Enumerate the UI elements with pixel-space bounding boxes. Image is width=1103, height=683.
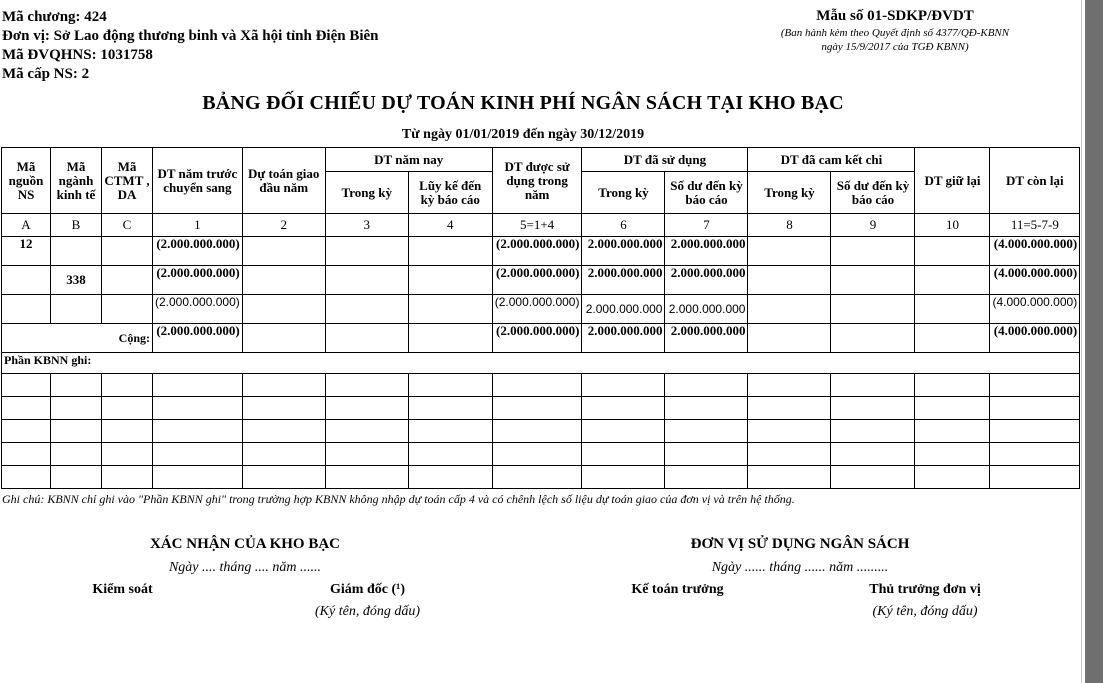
cell-dt-truoc: (2.000.000.000) bbox=[153, 295, 243, 324]
cell-ck-so-du bbox=[831, 266, 915, 295]
cell-duoc-sd: (2.000.000.000) bbox=[492, 237, 582, 266]
kbnn-blank-row bbox=[2, 420, 1080, 443]
cell-trong-ky bbox=[325, 237, 408, 266]
cell-giu-lai bbox=[915, 237, 990, 266]
cell-ck-trong-ky bbox=[748, 295, 831, 324]
cell-ck-trong-ky bbox=[748, 266, 831, 295]
code-cell: 6 bbox=[582, 214, 665, 237]
form-note bbox=[740, 26, 1050, 54]
report-period: Từ ngày 01/01/2019 đến ngày 30/12/2019 bbox=[401, 127, 645, 142]
cell-ma-nganh bbox=[51, 295, 102, 324]
kbnn-section-label: Phần KBNN ghi: bbox=[2, 353, 1080, 374]
cell-ck-trong-ky bbox=[748, 237, 831, 266]
footnote: Ghi chú: KBNN chỉ ghi vào "Phần KBNN ghi" trong trường hợp KBNN không nhập dự toán cấp 4 và có chênh lệch số liệu dự toán giao của đơn vị và trên hệ thống. bbox=[2, 492, 795, 506]
cell-trong-ky bbox=[325, 295, 408, 324]
vertical-scrollbar[interactable] bbox=[1085, 0, 1103, 683]
code-cell: 3 bbox=[325, 214, 408, 237]
page-edge bbox=[1081, 0, 1082, 683]
cell-ma-nguon: 12 bbox=[2, 237, 51, 266]
form-number: Mẫu số 01-SDKP/ĐVDT bbox=[816, 8, 974, 24]
cell-ma-nguon bbox=[2, 295, 51, 324]
cell-dt-truoc: (2.000.000.000) bbox=[153, 266, 243, 295]
header-dt-cam-ket: DT đã cam kết chi bbox=[748, 148, 915, 172]
code-cell: 11=5-7-9 bbox=[990, 214, 1080, 237]
table-row bbox=[2, 237, 1080, 266]
kbnn-blank-row bbox=[2, 374, 1080, 397]
code-cell: 10 bbox=[915, 214, 990, 237]
treasury-sign-note: (Ký tên, đóng dấu) bbox=[315, 604, 420, 619]
total-sd-trong-ky: 2.000.000.000 bbox=[582, 324, 665, 353]
cell-giu-lai bbox=[915, 266, 990, 295]
column-code-row bbox=[2, 214, 1080, 237]
unit-sign-note: (Ký tên, đóng dấu) bbox=[872, 604, 978, 619]
cell-con-lai: (4.000.000.000) bbox=[990, 237, 1080, 266]
total-label: Cộng: bbox=[2, 324, 153, 353]
empty-cell bbox=[831, 324, 915, 353]
kbnn-row bbox=[2, 353, 1080, 374]
cell-ma-nguon bbox=[2, 266, 51, 295]
empty-cell bbox=[748, 324, 831, 353]
header-ma-ctmt: Mã CTMT , DA bbox=[102, 148, 153, 214]
code-cell: B bbox=[51, 214, 102, 237]
header-dt-nam-nay: DT năm nay bbox=[325, 148, 492, 172]
cell-du-toan bbox=[242, 295, 325, 324]
cell-du-toan bbox=[242, 237, 325, 266]
empty-cell bbox=[915, 324, 990, 353]
budget-unit-title: ĐƠN VỊ SỬ DỤNG NGÂN SÁCH bbox=[690, 536, 910, 552]
total-row bbox=[2, 324, 1080, 353]
total-con-lai: (4.000.000.000) bbox=[990, 324, 1080, 353]
cell-con-lai: (4.000.000.000) bbox=[990, 295, 1080, 324]
code-cell: 7 bbox=[665, 214, 748, 237]
cell-luy-ke bbox=[408, 237, 492, 266]
cell-giu-lai bbox=[915, 295, 990, 324]
role-giam-doc: Giám đốc (¹) bbox=[330, 582, 405, 597]
cell-dt-truoc: (2.000.000.000) bbox=[153, 237, 243, 266]
header-dt-duoc-su-dung: DT được sử dụng trong năm bbox=[492, 148, 582, 214]
role-ke-toan-truong: Kế toán trưởng bbox=[631, 582, 724, 597]
cell-ma-nganh: 338 bbox=[51, 266, 102, 295]
form-note-line-2: ngày 15/9/2017 của TGĐ KBNN) bbox=[821, 41, 969, 53]
cell-ma-ctmt bbox=[102, 295, 153, 324]
table-row bbox=[2, 266, 1080, 295]
code-cell: 8 bbox=[748, 214, 831, 237]
table-row bbox=[2, 295, 1080, 324]
kbnn-blank-row bbox=[2, 397, 1080, 420]
cell-sd-trong-ky: 2.000.000.000 bbox=[582, 266, 665, 295]
cell-sd-trong-ky: 2.000.000.000 bbox=[582, 295, 665, 324]
header-dt-truoc: DT năm trước chuyển sang bbox=[153, 148, 243, 214]
cell-sd-so-du: 2.000.000.000 bbox=[665, 266, 748, 295]
cell-luy-ke bbox=[408, 295, 492, 324]
header-trong-ky-1: Trong kỳ bbox=[325, 172, 408, 214]
kbnn-blank-row bbox=[2, 466, 1080, 489]
unit-name: Đơn vị: Sở Lao động thương binh và Xã hội tỉnh Điện Biên bbox=[2, 28, 379, 44]
header-dt-da-su-dung: DT đã sử dụng bbox=[582, 148, 748, 172]
cell-ck-so-du bbox=[831, 295, 915, 324]
treasury-confirm-title: XÁC NHẬN CỦA KHO BẠC bbox=[149, 536, 340, 552]
cell-du-toan bbox=[242, 266, 325, 295]
cell-sd-trong-ky: 2.000.000.000 bbox=[582, 237, 665, 266]
empty-cell bbox=[325, 324, 408, 353]
header-trong-ky-2: Trong kỳ bbox=[582, 172, 665, 214]
cell-trong-ky bbox=[325, 266, 408, 295]
cell-ma-ctmt bbox=[102, 266, 153, 295]
total-sd-so-du: 2.000.000.000 bbox=[665, 324, 748, 353]
header-luy-ke: Lũy kế đến kỳ báo cáo bbox=[408, 172, 492, 214]
code-cell: A bbox=[2, 214, 51, 237]
header-so-du-2: Số dư đến kỳ báo cáo bbox=[831, 172, 915, 214]
header-so-du-1: Số dư đến kỳ báo cáo bbox=[665, 172, 748, 214]
cell-ma-ctmt bbox=[102, 237, 153, 266]
cell-ck-so-du bbox=[831, 237, 915, 266]
header-ma-nganh: Mã ngành kinh tế bbox=[51, 148, 102, 214]
cell-luy-ke bbox=[408, 266, 492, 295]
cell-duoc-sd: (2.000.000.000) bbox=[492, 266, 582, 295]
code-cell: 2 bbox=[242, 214, 325, 237]
chapter-code: Mã chương: 424 bbox=[2, 9, 107, 25]
empty-cell bbox=[242, 324, 325, 353]
code-cell: 5=1+4 bbox=[492, 214, 582, 237]
report-title: BẢNG ĐỐI CHIẾU DỰ TOÁN KINH PHÍ NGÂN SÁCH TẠI KHO BẠC bbox=[202, 92, 844, 114]
total-duoc-sd: (2.000.000.000) bbox=[492, 324, 582, 353]
cell-sd-so-du: 2.000.000.000 bbox=[665, 237, 748, 266]
role-kiem-soat: Kiểm soát bbox=[92, 582, 153, 597]
header-du-toan-giao: Dự toán giao đầu năm bbox=[242, 148, 325, 214]
unit-info bbox=[2, 8, 379, 84]
code-cell: 1 bbox=[153, 214, 243, 237]
form-note-line-1: (Ban hành kèm theo Quyết định số 4377/QĐ-KBNN bbox=[780, 27, 1010, 39]
reconciliation-table bbox=[1, 147, 1080, 489]
empty-cell bbox=[408, 324, 492, 353]
role-thu-truong: Thủ trưởng đơn vị bbox=[869, 582, 981, 597]
treasury-date-line: Ngày .... tháng .... năm ...... bbox=[168, 560, 322, 575]
header-trong-ky-3: Trong kỳ bbox=[748, 172, 831, 214]
cell-con-lai: (4.000.000.000) bbox=[990, 266, 1080, 295]
header-dt-giu-lai: DT giữ lại bbox=[915, 148, 990, 214]
cell-ma-nganh bbox=[51, 237, 102, 266]
dvqhns-code: Mã ĐVQHNS: 1031758 bbox=[2, 47, 153, 63]
header-ma-nguon: Mã nguồn NS bbox=[2, 148, 51, 214]
cell-sd-so-du: 2.000.000.000 bbox=[665, 295, 748, 324]
unit-date-line: Ngày ...... tháng ...... năm ......... bbox=[711, 560, 889, 575]
code-cell: 4 bbox=[408, 214, 492, 237]
code-cell: C bbox=[102, 214, 153, 237]
header-dt-con-lai: DT còn lại bbox=[990, 148, 1080, 214]
budget-level-code: Mã cấp NS: 2 bbox=[2, 66, 90, 82]
cell-duoc-sd: (2.000.000.000) bbox=[492, 295, 582, 324]
code-cell: 9 bbox=[831, 214, 915, 237]
total-dt-truoc: (2.000.000.000) bbox=[153, 324, 243, 353]
kbnn-blank-row bbox=[2, 443, 1080, 466]
